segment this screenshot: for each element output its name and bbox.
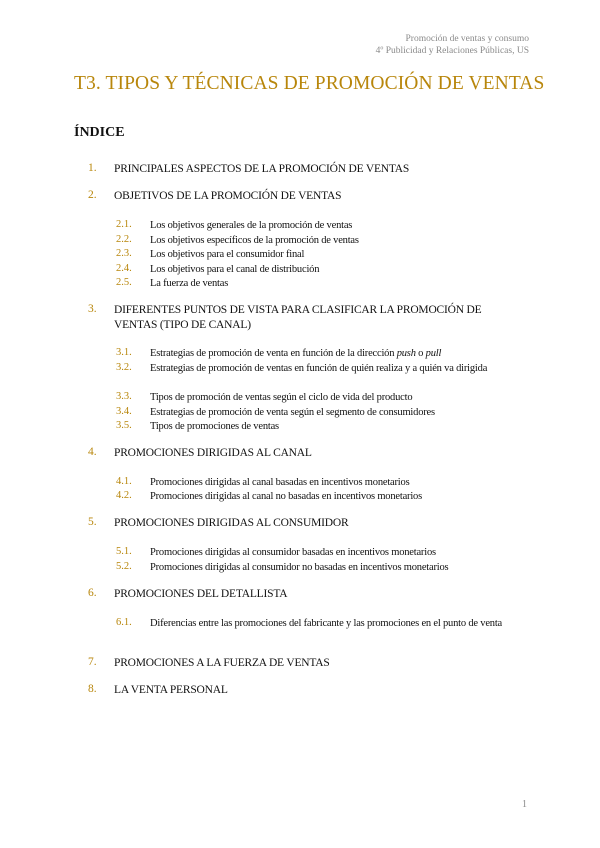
section-number: 2. [88, 189, 97, 201]
subsection-title: Los objetivos generales de la promoción de ventas [150, 220, 353, 231]
section-number: 7. [88, 656, 97, 668]
subsection-number: 3.4. [116, 406, 132, 417]
section-number: 6. [88, 587, 97, 599]
subsection-title: La fuerza de ventas [150, 278, 229, 289]
subsection-title: Los objetivos para el canal de distribución [150, 264, 320, 275]
header-course: Promoción de ventas y consumo [405, 34, 529, 44]
subsection-number: 5.1. [116, 546, 132, 557]
section-title: PROMOCIONES DIRIGIDAS AL CANAL [114, 447, 312, 459]
section-title: LA VENTA PERSONAL [114, 684, 228, 696]
section-title: OBJETIVOS DE LA PROMOCIÓN DE VENTAS [114, 190, 342, 202]
subsection-number: 3.5. [116, 420, 132, 431]
running-header [376, 33, 529, 57]
subsection-number: 2.5. [116, 277, 132, 288]
subsection-title: Estrategias de promoción de ventas en función de quién realiza y a quién va dirigida [150, 363, 488, 374]
document-title: T3. TIPOS Y TÉCNICAS DE PROMOCIÓN DE VENTAS [74, 73, 545, 94]
subsection-title: Promociones dirigidas al canal no basadas en incentivos monetarios [150, 491, 422, 502]
index-heading: ÍNDICE [74, 125, 125, 140]
subsection-title: Tipos de promociones de ventas [150, 421, 279, 432]
section-number: 4. [88, 446, 97, 458]
conjunction: o [415, 348, 426, 359]
subsection-title: Promociones dirigidas al canal basadas en incentivos monetarios [150, 477, 410, 488]
subsection-number: 4.2. [116, 490, 132, 501]
subsection-title [150, 347, 520, 361]
subsection-title: Los objetivos para el consumidor final [150, 249, 305, 260]
section-number: 5. [88, 516, 97, 528]
subsection-number: 2.2. [116, 234, 132, 245]
subsection-number: 5.2. [116, 561, 132, 572]
header-degree: 4º Publicidad y Relaciones Públicas, US [375, 46, 529, 56]
subsection-number: 3.1. [116, 347, 132, 358]
push-term: push [396, 348, 416, 359]
subsection-title: Diferencias entre las promociones del fabricante y las promociones en el punto de venta [150, 618, 503, 629]
section-title: DIFERENTES PUNTOS DE VISTA PARA CLASIFICAR LA PROMOCIÓN DE VENTAS (TIPO DE CANAL) [114, 304, 482, 331]
section-title: PROMOCIONES DIRIGIDAS AL CONSUMIDOR [114, 517, 349, 529]
subsection-title: Tipos de promoción de ventas según el ciclo de vida del producto [150, 392, 413, 403]
section-number: 1. [88, 162, 97, 174]
section-title: PROMOCIONES A LA FUERZA DE VENTAS [114, 657, 330, 669]
subsection-title: Estrategias de promoción de venta según el segmento de consumidores [150, 407, 435, 418]
subsection-number: 3.2. [116, 362, 132, 373]
page-number: 1 [522, 799, 527, 810]
subsection-title: Promociones dirigidas al consumidor basadas en incentivos monetarios [150, 547, 436, 558]
subsection-title: Promociones dirigidas al consumidor no basadas en incentivos monetarios [150, 562, 449, 573]
section-number: 8. [88, 683, 97, 695]
subsection-number: 4.1. [116, 476, 132, 487]
section-number: 3. [88, 303, 97, 315]
subsection-number: 3.3. [116, 391, 132, 402]
pull-term: pull [425, 348, 442, 359]
subsection-text: Estrategias de promoción de venta en función de la dirección [150, 348, 397, 359]
subsection-title: Los objetivos específicos de la promoción de ventas [150, 235, 359, 246]
subsection-number: 6.1. [116, 617, 132, 628]
subsection-number: 2.1. [116, 219, 132, 230]
subsection-number: 2.4. [116, 263, 132, 274]
section-title: PROMOCIONES DEL DETALLISTA [114, 588, 288, 600]
subsection-number: 2.3. [116, 248, 132, 259]
section-title: PRINCIPALES ASPECTOS DE LA PROMOCIÓN DE VENTAS [114, 163, 410, 175]
